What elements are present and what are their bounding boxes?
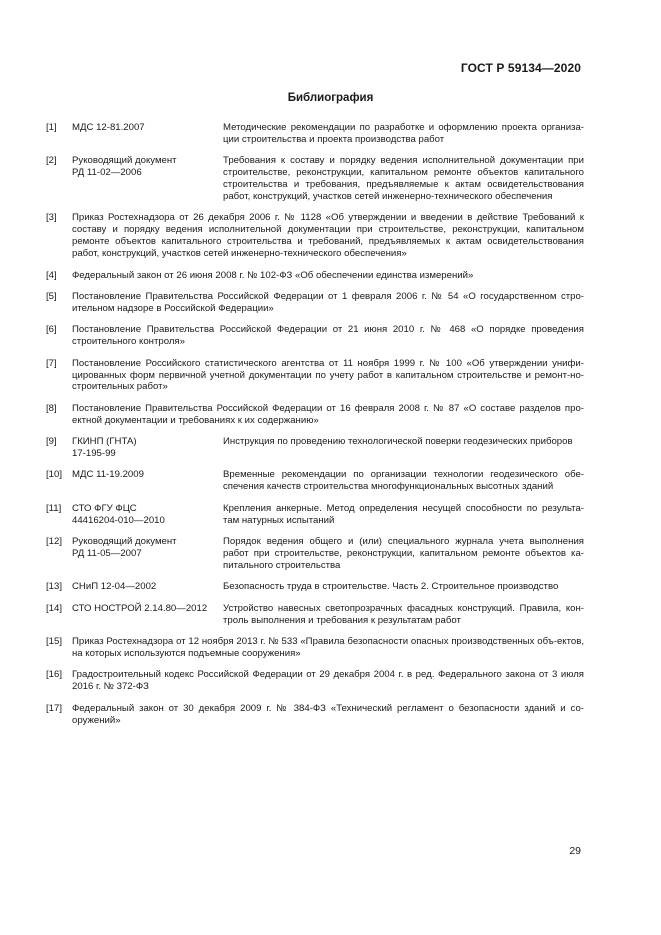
- entry-text: Постановление Правительства Российской Федерации от 16 февраля 2008 г. № 87 «О составе разделов про-ектной документации и требованиях к их содержанию»: [72, 402, 584, 426]
- entry-number: [16]: [46, 669, 63, 681]
- entry-number: [9]: [46, 436, 57, 448]
- entry-source-line: 44416204-010—2010: [72, 514, 165, 526]
- entry-source-line: СНиП 12-04—2002: [72, 581, 157, 593]
- bibliography-entry: [46, 503, 584, 527]
- bibliography-entry: [46, 636, 584, 660]
- entry-number: [3]: [46, 212, 57, 224]
- page-title: Библиография: [287, 92, 374, 104]
- entry-text: Постановление Российского статистического агентства от 11 ноября 1999 г. № 100 «Об утверждении унифи-цированных форм первичной учетной документации по учету работ в капитальном строительстве и ремонт-но-строительных работ»: [72, 357, 584, 393]
- entry-source-line: Руководящий документ: [72, 155, 177, 167]
- entry-number: [7]: [46, 357, 57, 369]
- entry-description: Крепления анкерные. Метод определения несущей способности по результа-там натурных испытаний: [223, 502, 584, 526]
- entry-description: Порядок ведения общего и (или) специального журнала учета выполнения работ при строительстве, реконструкции, капитальном ремонте объектов ка-питального строительства: [223, 536, 584, 571]
- entry-number: [8]: [46, 402, 57, 414]
- entry-text: Постановление Правительства Российской Федерации от 1 февраля 2006 г. № 54 «О государственном стро-ительном надзоре в Российской Федерации»: [72, 290, 584, 314]
- entry-number: [11]: [46, 502, 62, 514]
- entry-description: Временные рекомендации по организации технологии геодезического обе-спечения качеств строительства многофункциональных высотных зданий: [223, 469, 584, 493]
- bibliography-list: [46, 122, 584, 736]
- entry-source: [72, 155, 223, 203]
- entry-number: [10]: [46, 469, 63, 481]
- entry-number: [14]: [46, 602, 63, 614]
- bibliography-entry: [46, 122, 584, 146]
- bibliography-entry: [46, 536, 584, 572]
- entry-source-line: РД 11-05—2007: [72, 547, 142, 559]
- entry-description: Инструкция по проведению технологической поверки геодезических приборов: [223, 436, 573, 448]
- entry-number: [15]: [46, 636, 63, 647]
- entry-description: Методические рекомендации по разработке и оформлению проекта организа-ции строительства и проекта производства работ: [223, 122, 584, 145]
- entry-source-line: МДС 11-19.2009: [72, 469, 144, 481]
- entry-text: Приказ Ростехнадзора от 26 декабря 2006 г. № 1128 «Об утверждении и введении в действие Требований к составу и порядку ведения исполнительной документации при строительстве, реконструкции, капитальном ремонте объектов капитального строительства и требований, предъявляемых к актам освидетельствования работ, конструкций, участков сетей инженерно-технического обеспечения»: [72, 212, 584, 260]
- bibliography-entry: [46, 270, 584, 282]
- entry-number: [17]: [46, 702, 63, 714]
- bibliography-entry: [46, 469, 584, 493]
- entry-source-line: МДС 12-81.2007: [72, 122, 145, 133]
- entry-source: [72, 603, 223, 627]
- bibliography-entry: [46, 403, 584, 427]
- entry-source-line: СТО ФГУ ФЦС: [72, 502, 137, 514]
- bibliography-entry: [46, 436, 584, 460]
- bibliography-entry: [46, 291, 584, 315]
- bibliography-entry: [46, 603, 584, 627]
- entry-text: Федеральный закон от 30 декабря 2009 г. № 384-ФЗ «Технический регламент о безопасности зданий и со-оружений»: [72, 702, 584, 726]
- entry-source: [72, 469, 223, 493]
- entry-source-line: 17-195-99: [72, 448, 116, 460]
- entry-text: Приказ Ростехнадзора от 12 ноября 2013 г. № 533 «Правила безопасности опасных производственных объ-ектов, на которых используются подъемные сооружения»: [72, 636, 584, 659]
- entry-number: [6]: [46, 324, 57, 336]
- entry-number: [1]: [46, 122, 57, 133]
- entry-number: [13]: [46, 581, 63, 593]
- entry-number: [5]: [46, 290, 57, 302]
- entry-source: [72, 581, 223, 593]
- entry-text: Градостроительный кодекс Российской Федерации от 29 декабря 2004 г. в ред. Федерального закона от 3 июля 2016 г. № 372-ФЗ: [72, 669, 584, 693]
- entry-source: [72, 503, 223, 527]
- bibliography-entry: [46, 703, 584, 727]
- entry-number: [4]: [46, 269, 57, 281]
- page-number: 29: [569, 845, 581, 857]
- bibliography-entry: [46, 581, 584, 593]
- entry-description: Устройство навесных светопрозрачных фасадных конструкций. Правила, кон-троль выполнения и требования к результатам работ: [223, 602, 584, 626]
- standard-designation: ГОСТ Р 59134—2020: [460, 61, 581, 75]
- entry-source: [72, 436, 223, 460]
- bibliography-entry: [46, 358, 584, 394]
- entry-source-line: ГКИНП (ГНТА): [72, 436, 137, 448]
- entry-text: Федеральный закон от 26 июня 2008 г. № 102-ФЗ «Об обеспечении единства измерений»: [72, 269, 474, 281]
- entry-source-line: СТО НОСТРОЙ 2.14.80—2012: [72, 602, 208, 614]
- entry-source-line: Руководящий документ: [72, 536, 177, 548]
- bibliography-entry: [46, 669, 584, 693]
- entry-source: [72, 536, 223, 572]
- entry-source-line: РД 11-02—2006: [72, 167, 142, 179]
- bibliography-entry: [46, 155, 584, 203]
- bibliography-entry: [46, 212, 584, 260]
- entry-text: Постановление Правительства Российской Федерации от 21 июня 2010 г. № 468 «О порядке проведения строительного контроля»: [72, 324, 584, 348]
- entry-number: [2]: [46, 155, 57, 167]
- entry-number: [12]: [46, 536, 63, 548]
- bibliography-entry: [46, 324, 584, 348]
- entry-description: Безопасность труда в строительстве. Часть 2. Строительное производство: [223, 581, 559, 593]
- entry-description: Требования к составу и порядку ведения исполнительной документации при строительстве, реконструкции, капитальном ремонте объектов капитального строительства и требования, предъявляемые к актам освидетельствования работ, конструкций, участков сетей инженерно-технического обеспечения: [223, 155, 584, 203]
- entry-source: [72, 122, 223, 146]
